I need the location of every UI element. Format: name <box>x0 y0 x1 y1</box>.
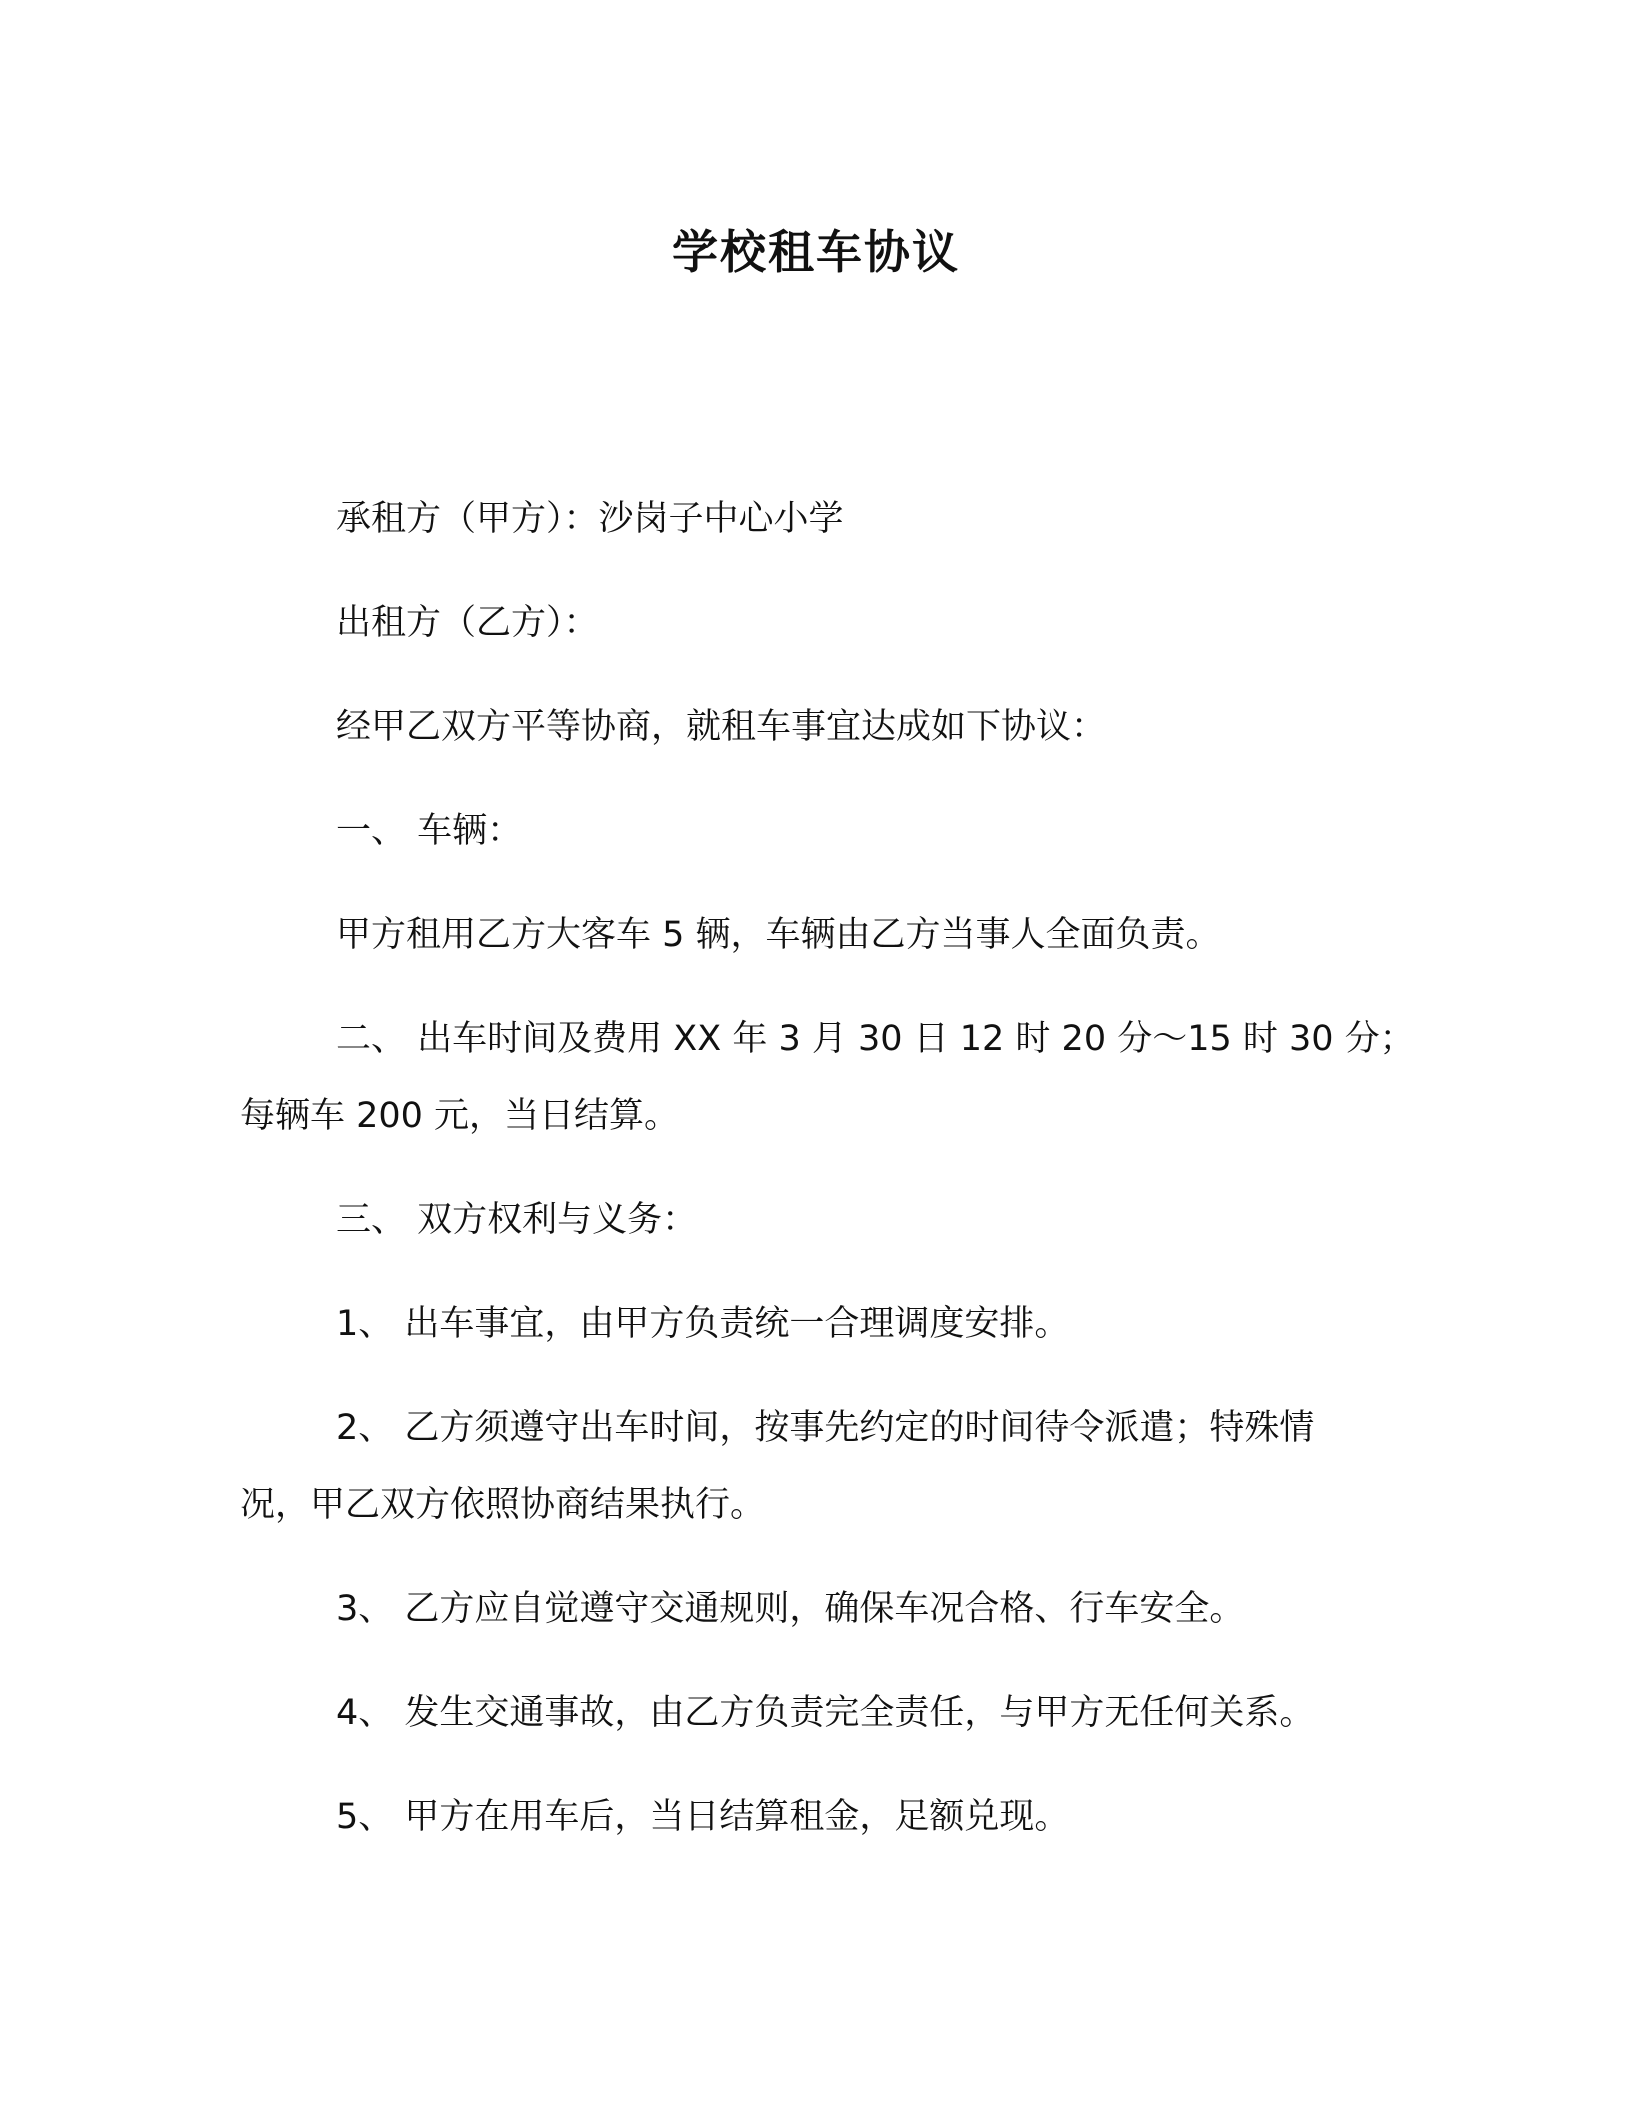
lessor-line: 出租方（乙方）： <box>336 603 599 643</box>
item5-line: 5、 甲方在用车后，当日结算租金，足额兑现。 <box>336 1797 1070 1837</box>
item1-line: 1、 出车事宜，由甲方负责统一合理调度安排。 <box>336 1304 1070 1344</box>
item3-line: 3、 乙方应自觉遵守交通规则，确保车况合格、行车安全。 <box>336 1589 1245 1629</box>
item2-paragraph <box>240 1408 1390 1525</box>
preamble-line: 经甲乙双方平等协商，就租车事宜达成如下协议： <box>336 707 1107 747</box>
section3-heading: 三、 双方权利与义务： <box>336 1200 698 1240</box>
section1-heading: 一、 车辆： <box>336 811 523 851</box>
item2-line2: 况，甲乙双方依照协商结果执行。 <box>240 1485 766 1525</box>
section1-body: 甲方租用乙方大客车 5 辆，车辆由乙方当事人全面负责。 <box>336 915 1221 955</box>
section2-paragraph <box>240 1019 1415 1136</box>
section2-line2: 每辆车 200 元，当日结算。 <box>240 1096 680 1136</box>
section2-line1: 二、 出车时间及费用 XX 年 3 月 30 日 12 时 20 分～15 时 30 分； <box>336 1019 1415 1059</box>
item2-line1: 2、 乙方须遵守出车时间，按事先约定的时间待令派遣；特殊情 <box>336 1408 1315 1448</box>
lessee-line: 承租方（甲方）：沙岗子中心小学 <box>336 499 844 539</box>
item4-line: 4、 发生交通事故，由乙方负责完全责任，与甲方无任何关系。 <box>336 1693 1315 1733</box>
document-title: 学校租车协议 <box>672 225 960 279</box>
